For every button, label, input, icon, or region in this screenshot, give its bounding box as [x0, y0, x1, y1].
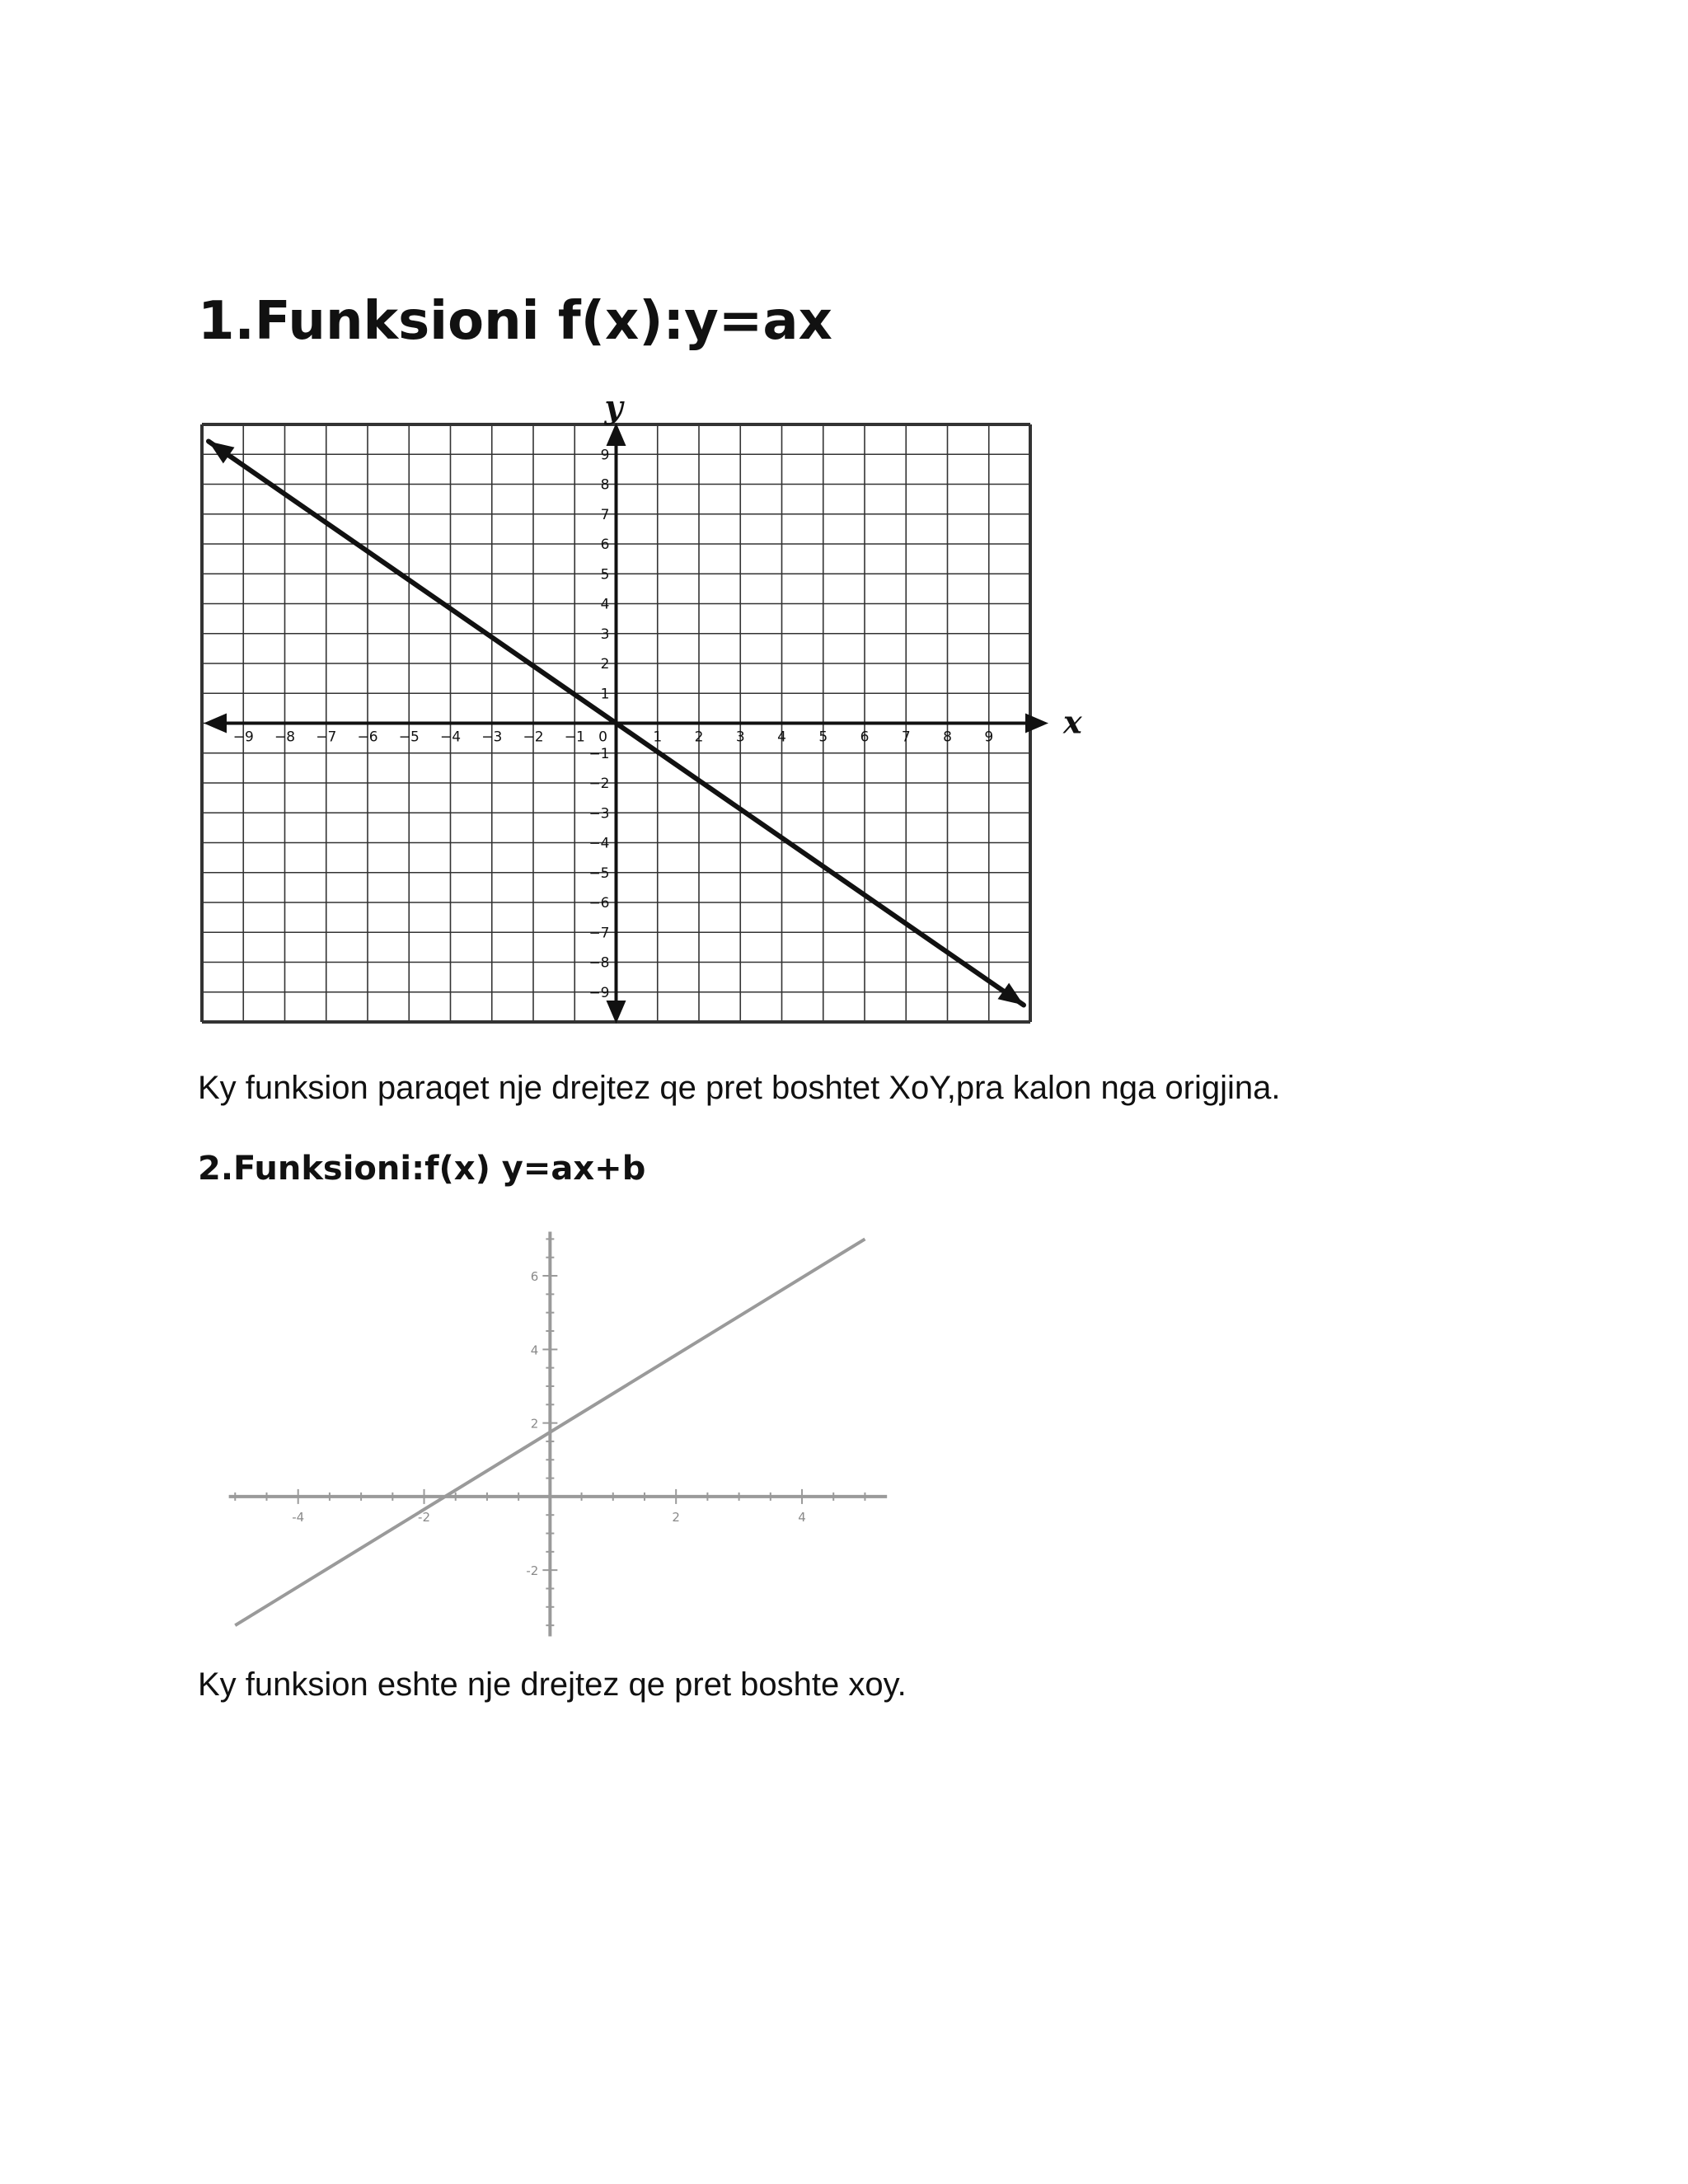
- chart-1-x-tick-labels: [233, 729, 993, 746]
- y-tick-label: -2: [526, 1563, 539, 1579]
- chart-2-axes: [229, 1231, 888, 1636]
- y-tick-label: −7: [588, 925, 610, 942]
- y-axis-arrow-up: [607, 423, 626, 446]
- heading-1: 1.Funksioni f(x):y=ax: [198, 291, 832, 352]
- x-tick-label: 7: [901, 729, 911, 746]
- chart-2-linear-ax-plus-b: [223, 1228, 915, 1657]
- y-tick-label: 2: [600, 656, 610, 673]
- y-tick-label: −8: [588, 954, 610, 972]
- x-tick-label: 3: [735, 729, 745, 746]
- x-tick-label: 5: [818, 729, 828, 746]
- x-tick-label: 6: [860, 729, 870, 746]
- x-tick-label: 8: [943, 729, 952, 746]
- y-tick-label: −9: [588, 984, 610, 1001]
- x-tick-label: −5: [398, 729, 420, 746]
- y-tick-label: −2: [588, 776, 610, 792]
- x-tick-label: −2: [523, 729, 544, 746]
- x-tick-label: 9: [984, 729, 994, 746]
- y-tick-label: 9: [600, 447, 610, 464]
- x-tick-label: -4: [292, 1509, 305, 1525]
- y-tick-label: 3: [600, 626, 610, 643]
- x-tick-label: −6: [357, 729, 378, 746]
- x-tick-label: 2: [672, 1509, 680, 1525]
- y-tick-label: 7: [600, 506, 610, 523]
- x-tick-label: 4: [777, 729, 786, 746]
- y-tick-label: −4: [588, 835, 610, 852]
- x-tick-label: -2: [418, 1509, 431, 1525]
- y-tick-label: −6: [588, 895, 610, 912]
- y-tick-label: −1: [588, 745, 610, 762]
- y-tick-label: 6: [600, 537, 610, 553]
- y-tick-label: 1: [600, 686, 610, 703]
- x-axis-arrow-right: [1025, 714, 1048, 733]
- y-tick-label: 5: [600, 566, 610, 583]
- x-tick-label: −1: [564, 729, 585, 746]
- chart-1-x-axis-label: x: [1063, 703, 1082, 741]
- y-tick-label: 2: [530, 1416, 539, 1432]
- x-tick-label: −7: [316, 729, 337, 746]
- y-tick-label: 4: [600, 596, 610, 613]
- y-axis-arrow-down: [607, 1001, 626, 1024]
- x-axis-arrow-left: [204, 714, 227, 733]
- x-tick-label: −4: [439, 729, 462, 746]
- y-tick-label: 6: [530, 1269, 539, 1285]
- x-tick-label: 2: [694, 729, 704, 746]
- x-tick-label: 1: [653, 729, 663, 746]
- series-arrow-end: [998, 983, 1024, 1005]
- paragraph-2: Ky funksion eshte nje drejtez qe pret boshte xoy.: [198, 1666, 907, 1703]
- y-tick-label: 4: [530, 1343, 539, 1358]
- x-tick-label: −3: [481, 729, 503, 746]
- y-tick-label: −3: [588, 805, 610, 823]
- series-arrow-start: [209, 442, 234, 464]
- x-tick-label: 0: [598, 729, 607, 746]
- y-tick-label: −5: [588, 865, 610, 882]
- chart-1-linear-ax: [190, 387, 1096, 1038]
- x-tick-label: 4: [798, 1509, 806, 1525]
- x-tick-label: −9: [232, 729, 254, 746]
- chart-1-y-axis-label: y: [604, 388, 623, 425]
- x-tick-label: −8: [274, 729, 296, 746]
- y-tick-label: 8: [600, 476, 610, 494]
- heading-2: 2.Funksioni:f(x) y=ax+b: [198, 1150, 646, 1188]
- paragraph-1: Ky funksion paraqet nje drejtez qe pret boshtet XoY,pra kalon nga origjina.: [198, 1070, 1281, 1106]
